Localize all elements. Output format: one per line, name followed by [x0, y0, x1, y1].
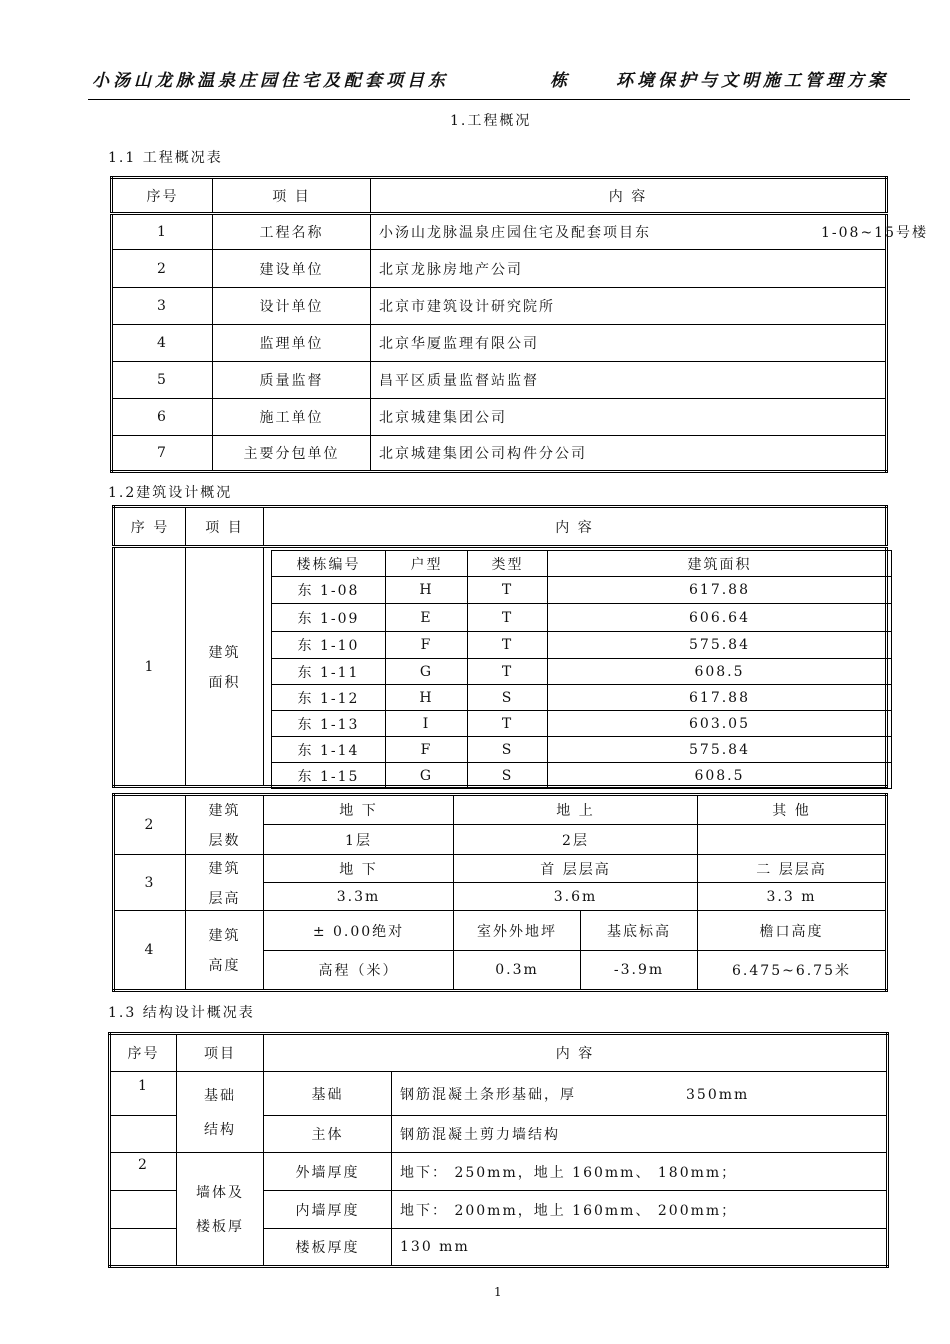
table-row: 东 1-10 F T 575.84 [272, 632, 892, 659]
table-row: 1 基础 结构 基础 钢筋混凝土条形基础，厚 350mm [110, 1072, 888, 1116]
table-row: 高程（米） 0.3m -3.9m 6.475~6.75米 [114, 951, 887, 991]
sub-header-building: 楼栋编号 [272, 551, 386, 577]
table-row: 东 1-09 E T 606.64 [272, 604, 892, 632]
cell-content: 小汤山龙脉温泉庄园住宅及配套项目东 1-08~15号楼 [371, 214, 887, 250]
table-row: 1层 2层 [114, 825, 887, 855]
section-1-heading: 1.1 工程概况表 [108, 150, 223, 166]
col-header-item: 项目 [177, 1034, 264, 1072]
structure-design-table [108, 1032, 889, 1268]
table-row: 4 建筑 高度 ± 0.00绝对 室外外地坪 基底标高 檐口高度 [114, 911, 887, 951]
page-title: 1.工程概况 [450, 113, 532, 129]
cell-no: 1 [112, 214, 213, 250]
table-row: 东 1-12 H S 617.88 [272, 685, 892, 711]
cell-no: 2 [112, 250, 213, 288]
subtable-header-row [272, 551, 892, 577]
cell-extra: 1-08~15号楼 [821, 225, 928, 241]
table-row: 内墙厚度 地下： 200mm，地上 160mm、 200mm； [110, 1191, 888, 1229]
table-row: 东 1-15 G S 608.5 [272, 763, 892, 789]
cell-no: 5 [112, 362, 213, 399]
table-row [112, 325, 887, 362]
header-middle: 栋 [550, 71, 571, 91]
table-row [112, 436, 887, 472]
table-header-row [112, 178, 887, 214]
table-row: 东 1-08 H T 617.88 [272, 577, 892, 604]
col-header-content: 内 容 [371, 178, 887, 214]
cell-item: 建筑 面积 [186, 547, 264, 787]
cell-no: 3 [112, 288, 213, 325]
cell-content: 北京龙脉房地产公司 [371, 250, 887, 288]
cell-content: 昌平区质量监督站监督 [371, 362, 887, 399]
col-header-item: 项 目 [213, 178, 371, 214]
col-header-content: 内 容 [264, 1034, 888, 1072]
cell-item: 设计单位 [213, 288, 371, 325]
table-row: 3 建筑 层高 地 下 首 层层高 二 层层高 [114, 855, 887, 883]
sub-header-type: 类型 [468, 551, 548, 577]
table-row: 3.3m 3.6m 3.3 m [114, 883, 887, 911]
page-number: 1 [494, 1285, 502, 1299]
table-row: 东 1-14 F S 575.84 [272, 737, 892, 763]
sub-header-unit-type: 户型 [386, 551, 468, 577]
cell-item: 主要分包单位 [213, 436, 371, 472]
table-row: 2 建筑 层数 地 下 地 上 其 他 [114, 795, 887, 825]
table-row [112, 250, 887, 288]
table-header-row [110, 1034, 888, 1072]
table-row [112, 214, 887, 250]
cell-item: 施工单位 [213, 399, 371, 436]
header-right: 环境保护与文明施工管理方案 [616, 71, 889, 91]
table-row: 主体 钢筋混凝土剪力墙结构 [110, 1116, 888, 1153]
col-header-item: 项 目 [186, 507, 264, 547]
cell-no: 6 [112, 399, 213, 436]
section-3-heading: 1.3 结构设计概况表 [108, 1005, 255, 1021]
project-overview-table [110, 176, 928, 473]
table-header-row [114, 507, 887, 547]
cell-no: 1 [114, 547, 186, 787]
page-header [92, 66, 910, 98]
header-rule [88, 99, 910, 100]
building-design-table-cont [112, 793, 888, 992]
table-row [112, 288, 887, 325]
table-row: 东 1-13 I T 603.05 [272, 711, 892, 737]
cell-item: 工程名称 [213, 214, 371, 250]
col-header-no: 序号 [110, 1034, 177, 1072]
table-row: 东 1-11 G T 608.5 [272, 659, 892, 685]
cell-content: 北京华厦监理有限公司 [371, 325, 887, 362]
col-header-no: 序 号 [114, 507, 186, 547]
area-subtable [271, 550, 892, 789]
cell-item: 质量监督 [213, 362, 371, 399]
section-2-heading: 1.2建筑设计概况 [108, 485, 233, 501]
header-left: 小汤山龙脉温泉庄园住宅及配套项目东 [92, 71, 449, 91]
cell-no: 4 [112, 325, 213, 362]
table-row: 楼板厚度 130 mm [110, 1229, 888, 1267]
cell-item: 监理单位 [213, 325, 371, 362]
table-row [112, 362, 887, 399]
cell-content: 北京城建集团公司构件分公司 [371, 436, 887, 472]
cell-content: 北京市建筑设计研究院所 [371, 288, 887, 325]
col-header-content: 内 容 [264, 507, 887, 547]
sub-header-area: 建筑面积 [548, 551, 892, 577]
cell-item: 建设单位 [213, 250, 371, 288]
table-row: 2 墙体及 楼板厚 外墙厚度 地下： 250mm，地上 160mm、 180mm； [110, 1153, 888, 1191]
cell-no: 7 [112, 436, 213, 472]
cell-content: 北京城建集团公司 [371, 399, 887, 436]
table-row [112, 399, 887, 436]
col-header-no: 序号 [112, 178, 213, 214]
